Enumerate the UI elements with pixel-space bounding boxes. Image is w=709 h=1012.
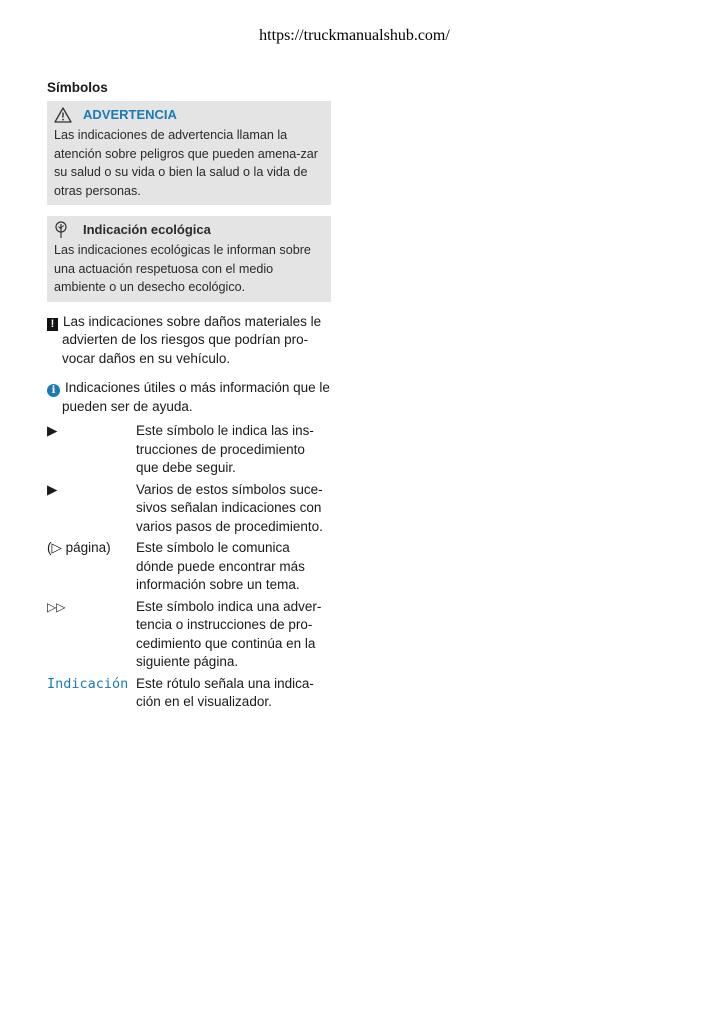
damage-note-text: Las indicaciones sobre daños materiales le advierten de los riesgos que podrían pro-vocar daños en su vehículo.: [62, 313, 322, 366]
eco-box: [47, 216, 331, 302]
source-url: https://truckmanualshub.com/: [259, 27, 450, 44]
damage-note: [47, 313, 331, 369]
double-triangle-icon: ▷▷: [47, 599, 66, 614]
warning-box: [47, 101, 331, 205]
symbol-description: Este símbolo indica una adver-tencia o instrucciones de pro-cedimiento que continúa en la siguiente página.: [136, 598, 322, 669]
eco-leaf-icon: [54, 221, 74, 239]
symbol-description: Este rótulo señala una indica-ción en el visualizador.: [136, 675, 314, 709]
warning-triangle-icon: [54, 107, 74, 123]
eco-text: Las indicaciones ecológicas le informan sobre una actuación respetuosa con el medio ambiente o un desecho ecológico.: [54, 243, 311, 294]
eco-title-row: [54, 219, 325, 241]
warning-title: ADVERTENCIA: [83, 106, 177, 122]
warning-text: Las indicaciones de advertencia llaman la atención sobre peligros que pueden amena-zar su salud o su vida o bien la salud o la vida de otras personas.: [54, 128, 318, 198]
page-reference-symbol: (▷ página): [47, 540, 111, 555]
display-message-label: Indicación: [47, 675, 129, 692]
eco-title: Indicación ecológica: [83, 221, 211, 237]
symbol-row: [47, 539, 331, 595]
symbol-table: [47, 422, 331, 712]
symbol-row: [47, 675, 331, 712]
play-arrow-icon: ▶: [47, 481, 58, 497]
symbols-section: [47, 80, 331, 715]
exclamation-icon: !: [47, 318, 58, 331]
symbol-row: [47, 422, 331, 478]
info-icon: i: [47, 384, 60, 397]
info-note: [47, 379, 331, 416]
symbol-row: [47, 598, 331, 672]
info-note-text: Indicaciones útiles o más información que le pueden ser de ayuda.: [62, 380, 330, 414]
symbol-description: Este símbolo le indica las ins-trucciones de procedimiento que debe seguir.: [136, 423, 314, 475]
symbol-row: [47, 481, 331, 537]
section-heading: Símbolos: [47, 80, 108, 95]
symbol-description: Varios de estos símbolos suce-sivos señalan indicaciones con varios pasos de procedimiento.: [136, 481, 323, 534]
play-arrow-icon: ▶: [47, 423, 58, 438]
warning-title-row: [54, 104, 325, 126]
symbol-description: Este símbolo le comunica dónde puede encontrar más información sobre un tema.: [136, 540, 305, 592]
